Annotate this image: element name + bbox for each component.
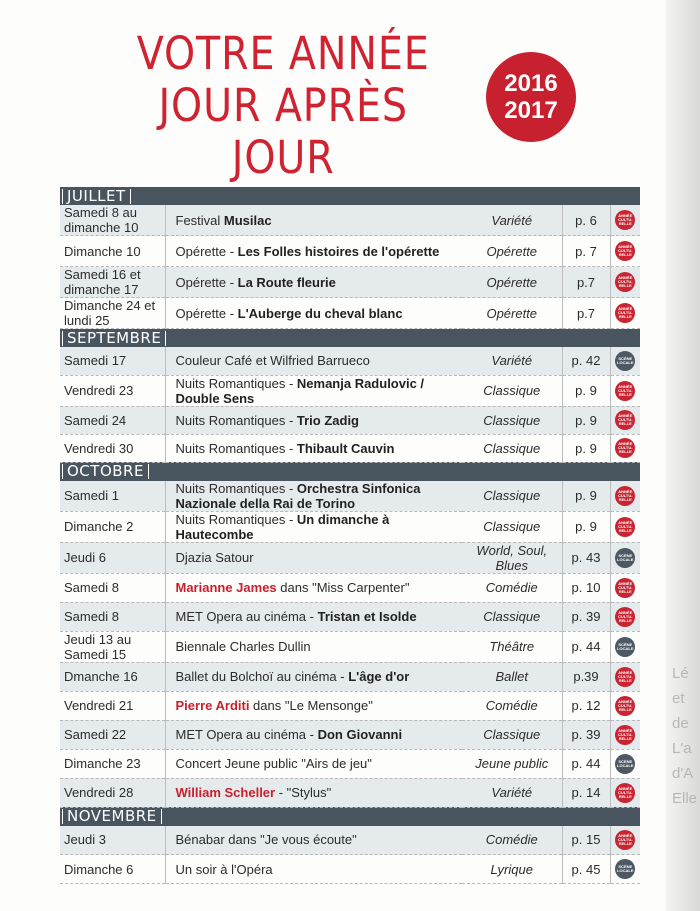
event-highlight: Orchestra Sinfonica Nazionale della Rai de Torino xyxy=(175,480,421,511)
event-logo-cell xyxy=(610,205,640,236)
logo-text: CULTU- xyxy=(617,248,633,253)
logo-text: ANNÉE xyxy=(618,698,633,704)
event-genre: Comédie xyxy=(462,691,562,720)
logo-text: CULTU- xyxy=(617,417,633,422)
event-genre: Lyrique xyxy=(462,855,562,884)
event-highlight: L'âge d'or xyxy=(348,669,410,684)
logo-text: ANNÉE xyxy=(618,832,633,838)
event-title xyxy=(165,855,462,884)
event-row xyxy=(60,236,640,267)
event-date: Dmanche 16 xyxy=(60,662,165,691)
logo-text: LOCALE xyxy=(617,762,634,768)
logo-text: ANNÉE xyxy=(618,727,633,733)
event-highlight: Musilac xyxy=(223,212,272,228)
month-name: SEPTEMBRE xyxy=(62,331,166,346)
logo-text: SCÈNE xyxy=(618,758,633,764)
scene-locale-logo xyxy=(615,754,635,774)
event-row xyxy=(60,691,640,720)
event-logo-cell xyxy=(610,691,640,720)
event-suffix: - "Stylus" xyxy=(275,785,332,800)
event-prefix: Biennale Charles Dullin xyxy=(175,639,311,654)
annee-culturelle-logo xyxy=(615,410,635,430)
logo-text: RELLE xyxy=(618,496,632,502)
event-row xyxy=(60,434,640,462)
event-genre: World, Soul, Blues xyxy=(462,542,562,573)
event-genre: Classique xyxy=(462,434,562,462)
annee-culturelle-logo xyxy=(615,210,635,230)
event-page: p. 39 xyxy=(562,602,610,631)
month-header xyxy=(60,329,640,348)
next-page-edge: Lé et de L'a d'A Elle xyxy=(666,0,700,911)
logo-text: LOCALE xyxy=(617,556,634,562)
logo-text: SCÈNE xyxy=(618,552,633,558)
event-logo-cell xyxy=(610,481,640,512)
season-start: 2016 xyxy=(504,70,558,97)
event-page: p. 7 xyxy=(562,236,610,267)
event-logo-cell xyxy=(610,778,640,807)
event-title xyxy=(165,662,462,691)
logo-text: CULTU- xyxy=(617,673,633,679)
event-logo-cell xyxy=(610,855,640,884)
logo-text: SCÈNE xyxy=(618,864,633,869)
event-logo-cell xyxy=(610,749,640,778)
event-title xyxy=(165,720,462,749)
event-genre: Variété xyxy=(462,347,562,375)
month-header-cell xyxy=(60,462,640,481)
logo-text: CULTU- xyxy=(617,702,633,708)
event-logo-cell xyxy=(610,298,640,329)
event-page: p. 15 xyxy=(562,826,610,855)
event-row xyxy=(60,631,640,662)
logo-text: ANNÉE xyxy=(618,519,633,525)
event-logo-cell xyxy=(610,631,640,662)
scene-locale-logo xyxy=(615,548,635,568)
event-highlight: Les Folles histoires de l'opérette xyxy=(237,243,440,259)
event-logo-cell xyxy=(610,602,640,631)
event-date: Samedi 8 xyxy=(60,573,165,602)
logo-text: RELLE xyxy=(618,588,632,594)
event-title xyxy=(165,434,462,462)
logo-text: CULTU- xyxy=(617,387,633,393)
annee-culturelle-logo xyxy=(615,241,635,261)
event-prefix: Opérette - xyxy=(175,243,238,259)
month-header-cell xyxy=(60,329,640,348)
event-highlight: L'Auberge du cheval blanc xyxy=(237,305,403,321)
logo-text: ANNÉE xyxy=(618,441,633,446)
logo-text: SCÈNE xyxy=(618,641,633,647)
month-header xyxy=(60,462,640,481)
event-date: Dimanche 24 et lundi 25 xyxy=(60,298,165,329)
event-title xyxy=(165,602,462,631)
event-title xyxy=(165,631,462,662)
event-genre: Classique xyxy=(462,406,562,434)
logo-text: CULTU- xyxy=(617,492,633,498)
event-title xyxy=(165,481,462,512)
title-line-1: VOTRE ANNÉE xyxy=(136,27,430,80)
event-logo-cell xyxy=(610,542,640,573)
logo-text: CULTU- xyxy=(617,836,633,842)
event-row xyxy=(60,662,640,691)
event-page: p.7 xyxy=(562,298,610,329)
event-title xyxy=(165,826,462,855)
event-page: p. 39 xyxy=(562,720,610,749)
event-prefix: Nuits Romantiques - xyxy=(175,480,297,496)
event-genre: Comédie xyxy=(462,826,562,855)
logo-text: CULTU- xyxy=(617,310,633,315)
event-title xyxy=(165,298,462,329)
event-logo-cell xyxy=(610,267,640,298)
event-highlight: Don Giovanni xyxy=(317,727,403,742)
event-logo-cell xyxy=(610,406,640,434)
annee-culturelle-logo xyxy=(615,438,635,458)
event-page: p. 9 xyxy=(562,511,610,542)
event-highlight: Nemanja Radulovic / Double Sens xyxy=(175,375,425,406)
logo-text: CULTU- xyxy=(617,613,633,619)
event-date: Samedi 16 et dimanche 17 xyxy=(60,267,165,298)
logo-text: RELLE xyxy=(618,793,632,799)
event-title xyxy=(165,236,462,267)
event-title xyxy=(165,375,462,406)
scene-locale-logo xyxy=(615,637,635,657)
event-logo-cell xyxy=(610,573,640,602)
logo-text: ANNÉE xyxy=(618,488,633,494)
event-highlight: La Route fleurie xyxy=(237,274,336,290)
logo-text: ANNÉE xyxy=(618,609,633,615)
event-date: Vendredi 23 xyxy=(60,375,165,406)
event-date: Samedi 8 au dimanche 10 xyxy=(60,205,165,236)
logo-text: CULTU- xyxy=(617,584,633,590)
event-highlight: Thibault Cauvin xyxy=(296,440,395,456)
event-row xyxy=(60,267,640,298)
event-prefix: Djazia Satour xyxy=(175,550,254,565)
logo-text: ANNÉE xyxy=(618,275,633,280)
event-prefix: Opérette - xyxy=(175,274,238,290)
event-row xyxy=(60,749,640,778)
event-row xyxy=(60,298,640,329)
event-date: Samedi 24 xyxy=(60,406,165,434)
event-title xyxy=(165,406,462,434)
event-highlight: Tristan et Isolde xyxy=(317,609,417,624)
event-title xyxy=(165,267,462,298)
month-name: NOVEMBRE xyxy=(62,809,162,824)
logo-text: RELLE xyxy=(618,391,632,397)
season-badge xyxy=(486,52,576,142)
event-page: p.39 xyxy=(562,662,610,691)
event-prefix: Couleur Café et Wilfried Barrueco xyxy=(175,353,370,369)
event-genre: Comédie xyxy=(462,573,562,602)
event-row xyxy=(60,375,640,406)
event-prefix: Concert Jeune public "Airs de jeu" xyxy=(175,756,372,771)
title-line-2: JOUR APRÈS JOUR xyxy=(158,79,408,184)
event-row xyxy=(60,347,640,375)
month-name: JUILLET xyxy=(62,189,131,204)
event-page: p. 9 xyxy=(562,375,610,406)
event-row xyxy=(60,511,640,542)
event-prefix: Nuits Romantiques - xyxy=(175,375,297,391)
logo-text: RELLE xyxy=(618,252,632,257)
scene-locale-logo xyxy=(615,351,635,371)
event-genre: Classique xyxy=(462,720,562,749)
event-row xyxy=(60,720,640,749)
logo-text: RELLE xyxy=(618,617,632,623)
logo-text: RELLE xyxy=(618,449,632,454)
event-page: p. 42 xyxy=(562,347,610,375)
month-header xyxy=(60,807,640,826)
event-page: p. 44 xyxy=(562,749,610,778)
logo-text: RELLE xyxy=(618,314,632,319)
month-name: OCTOBRE xyxy=(62,464,149,479)
event-page: p. 9 xyxy=(562,481,610,512)
logo-text: ANNÉE xyxy=(618,669,633,675)
event-logo-cell xyxy=(610,511,640,542)
logo-text: RELLE xyxy=(618,840,632,846)
event-genre: Variété xyxy=(462,205,562,236)
page-title xyxy=(116,28,450,184)
annee-culturelle-logo xyxy=(615,607,635,627)
event-date: Dimanche 2 xyxy=(60,511,165,542)
event-logo-cell xyxy=(610,720,640,749)
annee-culturelle-logo xyxy=(615,578,635,598)
event-genre: Opérette xyxy=(462,298,562,329)
logo-text: RELLE xyxy=(618,283,632,288)
event-genre: Ballet xyxy=(462,662,562,691)
month-header-cell xyxy=(60,187,640,205)
event-date: Dimanche 6 xyxy=(60,855,165,884)
annee-culturelle-logo xyxy=(615,830,635,850)
logo-text: RELLE xyxy=(618,421,632,426)
logo-text: RELLE xyxy=(618,221,632,226)
event-date: Jeudi 6 xyxy=(60,542,165,573)
logo-text: ANNÉE xyxy=(618,306,633,311)
event-page: p. 44 xyxy=(562,631,610,662)
event-title xyxy=(165,749,462,778)
event-prefix: Nuits Romantiques - xyxy=(175,511,297,527)
event-logo-cell xyxy=(610,375,640,406)
event-row xyxy=(60,542,640,573)
event-date: Dimanche 10 xyxy=(60,236,165,267)
event-genre: Variété xyxy=(462,778,562,807)
annee-culturelle-logo xyxy=(615,381,635,401)
event-date: Samedi 17 xyxy=(60,347,165,375)
event-page: p. 45 xyxy=(562,855,610,884)
event-page: p. 9 xyxy=(562,406,610,434)
annee-culturelle-logo xyxy=(615,272,635,292)
event-page: p. 10 xyxy=(562,573,610,602)
event-highlight: Un dimanche à Hautecombe xyxy=(175,511,390,542)
event-genre: Classique xyxy=(462,602,562,631)
logo-text: ANNÉE xyxy=(618,580,633,586)
logo-text: ANNÉE xyxy=(618,244,633,249)
annee-culturelle-logo xyxy=(615,667,635,687)
annee-culturelle-logo xyxy=(615,303,635,323)
logo-text: CULTU- xyxy=(617,279,633,284)
logo-text: ANNÉE xyxy=(618,413,633,418)
event-prefix: Nuits Romantiques - xyxy=(175,412,297,428)
event-artist: Pierre Arditi xyxy=(175,698,250,713)
event-date: Jeudi 13 au Samedi 15 xyxy=(60,631,165,662)
event-title xyxy=(165,511,462,542)
logo-text: ANNÉE xyxy=(618,383,633,389)
event-page: p. 12 xyxy=(562,691,610,720)
logo-text: RELLE xyxy=(618,706,632,712)
event-artist: William Scheller xyxy=(175,785,276,800)
event-date: Vendredi 28 xyxy=(60,778,165,807)
event-genre: Classique xyxy=(462,375,562,406)
event-row xyxy=(60,573,640,602)
season-end: 2017 xyxy=(504,97,558,124)
annee-culturelle-logo xyxy=(615,696,635,716)
event-page: p. 43 xyxy=(562,542,610,573)
event-date: Samedi 1 xyxy=(60,481,165,512)
logo-text: CULTU- xyxy=(617,217,633,222)
event-highlight: Trio Zadig xyxy=(296,412,360,428)
event-genre: Opérette xyxy=(462,236,562,267)
event-genre: Théâtre xyxy=(462,631,562,662)
logo-text: RELLE xyxy=(618,677,632,683)
logo-text: RELLE xyxy=(618,735,632,741)
event-title xyxy=(165,205,462,236)
event-date: Samedi 22 xyxy=(60,720,165,749)
event-prefix: Bénabar dans "Je vous écoute" xyxy=(175,832,357,848)
event-prefix: Ballet du Bolchoï au cinéma - xyxy=(175,669,349,684)
annee-culturelle-logo xyxy=(615,486,635,506)
logo-text: LOCALE xyxy=(617,645,634,651)
event-date: Dimanche 23 xyxy=(60,749,165,778)
logo-text: RELLE xyxy=(618,527,632,533)
event-prefix: Nuits Romantiques - xyxy=(175,440,297,456)
event-title xyxy=(165,542,462,573)
event-title xyxy=(165,573,462,602)
event-row xyxy=(60,602,640,631)
logo-text: CULTU- xyxy=(617,789,633,795)
event-page: p. 9 xyxy=(562,434,610,462)
event-artist: Marianne James xyxy=(175,580,277,595)
logo-text: SCÈNE xyxy=(618,355,633,361)
event-date: Vendredi 21 xyxy=(60,691,165,720)
event-suffix: dans "Le Mensonge" xyxy=(249,698,373,713)
event-logo-cell xyxy=(610,434,640,462)
event-row xyxy=(60,205,640,236)
month-header xyxy=(60,187,640,205)
event-page: p. 6 xyxy=(562,205,610,236)
scene-locale-logo xyxy=(615,859,635,879)
logo-text: CULTU- xyxy=(617,523,633,529)
event-title xyxy=(165,778,462,807)
event-date: Vendredi 30 xyxy=(60,434,165,462)
event-title xyxy=(165,691,462,720)
event-title xyxy=(165,347,462,375)
logo-text: ANNÉE xyxy=(618,213,633,218)
event-date: Samedi 8 xyxy=(60,602,165,631)
event-prefix: MET Opera au cinéma - xyxy=(175,609,318,624)
logo-text: CULTU- xyxy=(617,445,633,450)
event-logo-cell xyxy=(610,236,640,267)
logo-text: ANNÉE xyxy=(618,785,633,791)
event-row xyxy=(60,778,640,807)
event-row xyxy=(60,481,640,512)
event-date: Jeudi 3 xyxy=(60,826,165,855)
event-genre: Jeune public xyxy=(462,749,562,778)
event-logo-cell xyxy=(610,826,640,855)
event-logo-cell xyxy=(610,347,640,375)
annee-culturelle-logo xyxy=(615,725,635,745)
event-suffix: dans "Miss Carpenter" xyxy=(276,580,410,595)
event-prefix: Festival xyxy=(175,212,224,228)
event-prefix: Opérette - xyxy=(175,305,238,321)
event-genre: Classique xyxy=(462,511,562,542)
logo-text: CULTU- xyxy=(617,731,633,737)
event-page: p. 14 xyxy=(562,778,610,807)
event-genre: Opérette xyxy=(462,267,562,298)
month-header-cell xyxy=(60,807,640,826)
event-row xyxy=(60,855,640,884)
logo-text: LOCALE xyxy=(617,359,634,365)
event-row xyxy=(60,826,640,855)
event-genre: Classique xyxy=(462,481,562,512)
event-row xyxy=(60,406,640,434)
annee-culturelle-logo xyxy=(615,783,635,803)
annee-culturelle-logo xyxy=(615,517,635,537)
event-page: p.7 xyxy=(562,267,610,298)
program-table xyxy=(60,187,640,884)
event-logo-cell xyxy=(610,662,640,691)
event-prefix: MET Opera au cinéma - xyxy=(175,727,318,742)
event-prefix: Un soir à l'Opéra xyxy=(175,861,273,877)
logo-text: LOCALE xyxy=(617,868,634,873)
